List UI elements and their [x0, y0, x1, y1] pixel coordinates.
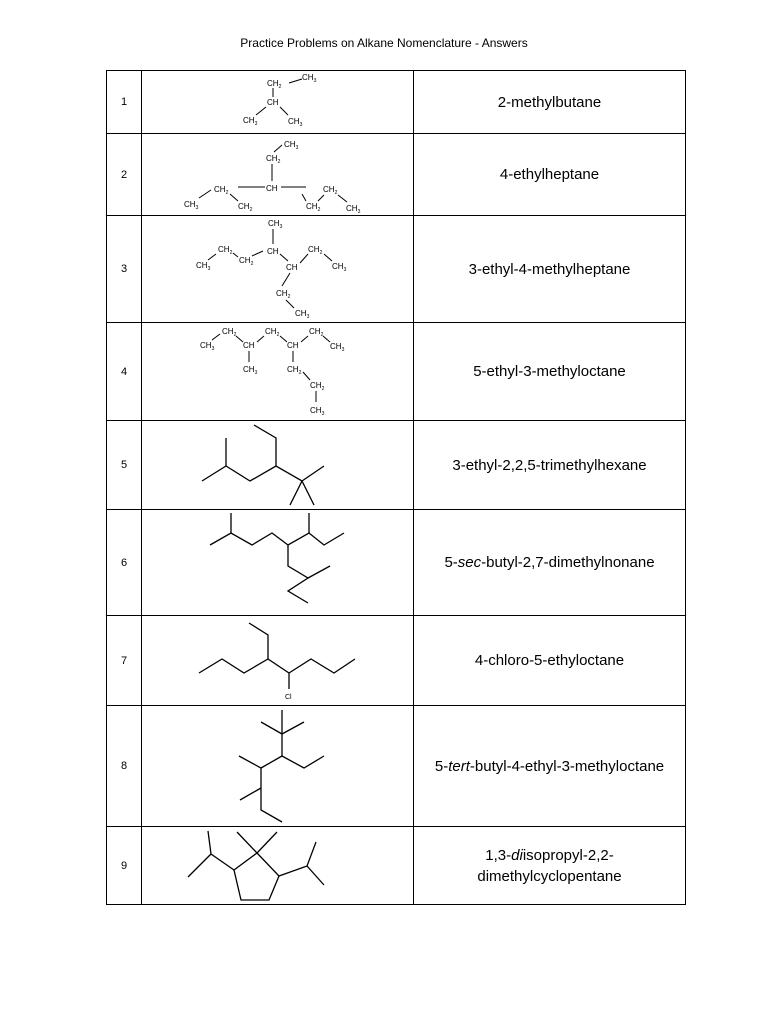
- structure-cell: [142, 827, 414, 905]
- svg-text:CH3: $CH_3$: [268, 219, 283, 230]
- svg-text:CH2: $CH_2$: [238, 201, 253, 213]
- svg-text:CH: CH: [266, 183, 278, 193]
- answer-name: 4-chloro-5-ethyloctane: [414, 616, 686, 706]
- svg-text:CH2: $CH_2$: [266, 153, 281, 165]
- condensed-structure-2-methylbutane: [142, 71, 413, 133]
- answer-name: 5-sec-butyl-2,7-dimethylnonane: [414, 510, 686, 616]
- chlorine-label: Cl: [285, 693, 292, 701]
- svg-text:CH3: $CH_3$: [243, 116, 258, 127]
- answer-name: 4-ethylheptane: [414, 134, 686, 216]
- condensed-structure-3-ethyl-4-methylheptane: [142, 216, 413, 322]
- problem-number: 6: [107, 510, 142, 616]
- table-row: [107, 510, 686, 616]
- answers-table: [106, 70, 686, 905]
- table-row: [107, 421, 686, 510]
- svg-text:CH2: $CH_2$: [309, 326, 324, 338]
- table-row: [107, 827, 686, 905]
- problem-number: 8: [107, 706, 142, 827]
- page-title: Practice Problems on Alkane Nomenclature - Answers: [240, 36, 528, 50]
- svg-text:CH3: $CH_3$: [243, 364, 258, 376]
- svg-text:CH3: $CH_3$: [295, 309, 310, 320]
- svg-text:CH3: $CH_3$: [332, 262, 347, 273]
- svg-text:CH2: $CH_2$: [222, 326, 237, 338]
- svg-text:CH3: $CH_3$: [284, 139, 299, 151]
- structure-cell: [142, 323, 414, 421]
- svg-text:CH2: $CH_2$: [239, 256, 254, 267]
- answer-name: 5-tert-butyl-4-ethyl-3-methyloctane: [414, 706, 686, 827]
- structure-cell: [142, 706, 414, 827]
- problem-number: 4: [107, 323, 142, 421]
- table-row: [107, 216, 686, 323]
- svg-text:CH: CH: [286, 263, 298, 272]
- table-row: [107, 134, 686, 216]
- answer-name: 1,3-diisopropyl-2,2- dimethylcyclopentane: [414, 827, 686, 905]
- skeletal-structure-4-chloro-5-ethyloctane: [142, 617, 413, 705]
- answer-name: 3-ethyl-2,2,5-trimethylhexane: [414, 421, 686, 510]
- svg-text:CH: CH: [267, 247, 279, 256]
- answer-name: 5-ethyl-3-methyloctane: [414, 323, 686, 421]
- answer-name: 2-methylbutane: [414, 71, 686, 134]
- svg-text:CH2: $CH_2$: [306, 201, 321, 213]
- answer-name: 3-ethyl-4-methylheptane: [414, 216, 686, 323]
- svg-text:CH3: $CH_3$: [184, 199, 199, 211]
- svg-text:CH3: $CH_3$: [196, 261, 211, 272]
- table-row: [107, 323, 686, 421]
- svg-text:CH: CH: [267, 98, 279, 107]
- svg-text:CH2: $CH_2$: [214, 184, 229, 196]
- structure-cell: [142, 216, 414, 323]
- svg-text:CH3: $CH_3$: [330, 341, 345, 353]
- structure-cell: [142, 134, 414, 216]
- svg-text:CH2: $CH_2$: [265, 326, 280, 338]
- svg-text:CH2: $CH_2$: [287, 364, 302, 376]
- skeletal-structure-1,3-diisopropyl-2,2-dimethylcyclopentane: [142, 828, 413, 904]
- structure-cell: [142, 616, 414, 706]
- svg-text:CH3: $CH_3$: [310, 405, 325, 417]
- skeletal-structure-5-sec-butyl-2,7-dimethylnonane: [142, 511, 413, 615]
- problem-number: 5: [107, 421, 142, 510]
- svg-text:CH2: $CH_2$: [308, 245, 323, 256]
- svg-text:CH3: $CH_3$: [346, 203, 361, 215]
- condensed-structure-5-ethyl-3-methyloctane: [142, 324, 413, 420]
- structure-cell: [142, 71, 414, 134]
- condensed-structure-4-ethylheptane: [142, 135, 413, 215]
- svg-text:CH2: $CH_2$: [276, 289, 291, 300]
- problem-number: 2: [107, 134, 142, 216]
- svg-text:CH2: $CH_2$: [218, 245, 233, 256]
- svg-text:CH3: $CH_3$: [302, 73, 317, 84]
- skeletal-structure-3-ethyl-2,2,5-trimethylhexane: [142, 421, 413, 509]
- structure-cell: [142, 421, 414, 510]
- svg-text:CH2: $CH_2$: [310, 380, 325, 392]
- problem-number: 9: [107, 827, 142, 905]
- svg-text:CH: CH: [287, 340, 299, 350]
- svg-text:CH2: $CH_2$: [267, 79, 282, 90]
- structure-cell: [142, 510, 414, 616]
- svg-text:CH3: $CH_3$: [200, 340, 215, 352]
- problem-number: 1: [107, 71, 142, 134]
- problem-number: 3: [107, 216, 142, 323]
- table-row: [107, 616, 686, 706]
- svg-text:CH3: $CH_3$: [288, 117, 303, 128]
- svg-text:CH2: $CH_2$: [323, 184, 338, 196]
- table-row: [107, 706, 686, 827]
- skeletal-structure-5-tert-butyl-4-ethyl-3-methyloctane: [142, 706, 413, 826]
- table-row: [107, 71, 686, 134]
- svg-text:CH: CH: [243, 340, 255, 350]
- problem-number: 7: [107, 616, 142, 706]
